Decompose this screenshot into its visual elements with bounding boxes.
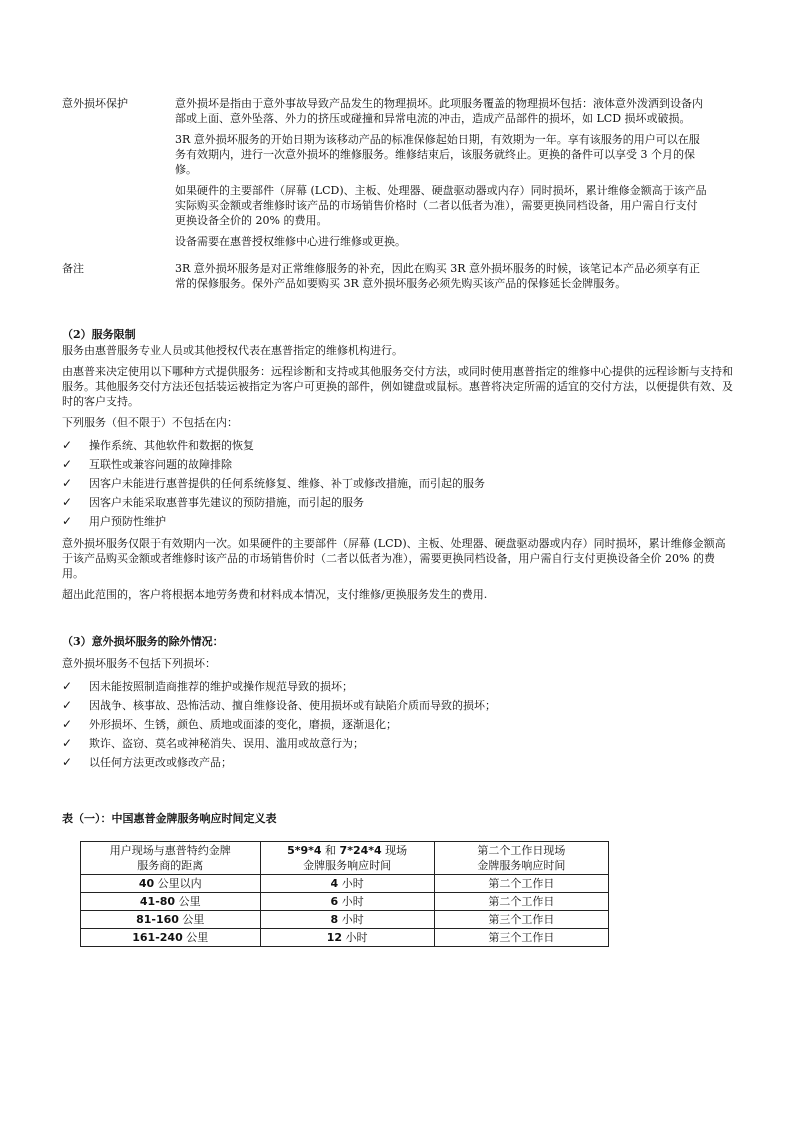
checkmark-icon: ✓ [62, 495, 73, 509]
checkmark-icon: ✓ [62, 476, 73, 490]
paragraph: 由惠普来决定使用以下哪种方式提供服务：远程诊断和支持或其他服务交付方法，或同时使用惠普指定的维修中心提供的远程诊断与支持和服务。其他服务交付方法还包括装运被指定为客户可更换的部件，例如键盘或鼠标。惠普将决定所需的适宜的交付方法，以便提供有效、及时的客户支持。 [62, 365, 733, 408]
paragraph: 下列服务（但不限于）不包括在内： [62, 416, 238, 429]
list-item: ✓ 因客户未能进行惠普提供的任何系统修复、维修、补丁或修改措施，而引起的服务 [62, 474, 734, 493]
checkmark-icon: ✓ [62, 717, 73, 731]
paragraph: 超出此范围的，客户将根据本地劳务费和材料成本情况，支付维修/更换服务发生的费用. [62, 588, 488, 601]
document-page [62, 96, 734, 947]
table-row [81, 929, 609, 947]
definition-paragraph: 意外损坏是指由于意外事故导致产品发生的物理损坏。此项服务覆盖的物理损坏包括：液体意外泼洒到设备内部或上面、意外坠落、外力的挤压或碰撞和异常电流的冲击，造成产品部件的损坏，如 LCD 损坏或破损。 [175, 97, 703, 125]
checkmark-icon: ✓ [62, 438, 73, 452]
hours-cell: 12 小时 [260, 929, 434, 947]
column-header-distance: 用户现场与惠普特约金牌 服务商的距离 [81, 842, 261, 875]
section-heading-exclusions: （3）意外损坏服务的除外情况： [62, 635, 224, 648]
definition-body [175, 261, 708, 297]
definition-paragraph: 3R 意外损坏服务是对正常维修服务的补充，因此在购买 3R 意外损坏服务的时候，该笔记本产品必须享有正常的保修服务。保外产品如要购买 3R 意外损坏服务必须先购买该产品的保修延长金牌服务。 [175, 262, 701, 290]
distance-cell: 161-240 公里 [81, 929, 261, 947]
excluded-services-list [62, 436, 734, 531]
column-header-onsite-response: 5*9*4 和 7*24*4 现场 金牌服务响应时间 [260, 842, 434, 875]
definition-body [175, 96, 708, 255]
list-item: ✓ 因客户未能采取惠普事先建议的预防措施，而引起的服务 [62, 493, 734, 512]
checkmark-icon: ✓ [62, 679, 73, 693]
checkmark-icon: ✓ [62, 755, 73, 769]
list-item: ✓ 欺诈、盗窃、莫名或神秘消失、误用、滥用或故意行为； [62, 734, 734, 753]
table-header-row [81, 842, 609, 875]
hours-cell: 4 小时 [260, 875, 434, 893]
checkmark-icon: ✓ [62, 514, 73, 528]
list-item: ✓ 因战争、核事故、恐怖活动、擅自维修设备、使用损坏或有缺陷介质而导致的损坏； [62, 696, 734, 715]
table-row [81, 875, 609, 893]
workday-cell: 第二个工作日 [434, 875, 608, 893]
response-time-table [80, 841, 609, 947]
workday-cell: 第三个工作日 [434, 911, 608, 929]
list-item: ✓ 互联性或兼容问题的故障排除 [62, 455, 734, 474]
paragraph: 服务由惠普服务专业人员或其他授权代表在惠普指定的维修机构进行。 [62, 344, 403, 357]
definition-paragraph: 设备需要在惠普授权维修中心进行维修或更换。 [175, 235, 406, 248]
hours-cell: 6 小时 [260, 893, 434, 911]
exclusions-list [62, 677, 734, 772]
definition-accidental-damage [62, 96, 734, 255]
definition-term: 意外损坏保护 [62, 97, 128, 110]
distance-cell: 40 公里以内 [81, 875, 261, 893]
checkmark-icon: ✓ [62, 457, 73, 471]
distance-cell: 81-160 公里 [81, 911, 261, 929]
paragraph: 意外损坏服务不包括下列损坏： [62, 657, 216, 670]
table-row [81, 911, 609, 929]
list-item: ✓ 以任何方法更改或修改产品； [62, 753, 734, 772]
definition-remark [62, 261, 734, 297]
checkmark-icon: ✓ [62, 698, 73, 712]
hours-cell: 8 小时 [260, 911, 434, 929]
distance-cell: 41-80 公里 [81, 893, 261, 911]
list-item: ✓ 用户预防性维护 [62, 512, 734, 531]
definition-term: 备注 [62, 262, 84, 275]
list-item: ✓ 操作系统、其他软件和数据的恢复 [62, 436, 734, 455]
column-header-next-day-response: 第二个工作日现场 金牌服务响应时间 [434, 842, 608, 875]
section-heading-service-limits: （2）服务限制 [62, 328, 136, 341]
table-title: 表（一）：中国惠普金牌服务响应时间定义表 [62, 812, 277, 825]
definition-paragraph: 3R 意外损坏服务的开始日期为该移动产品的标准保修起始日期，有效期为一年。享有该服务的用户可以在服务有效期内，进行一次意外损坏的维修服务。维修结束后，该服务就终止。更换的备件可以享受 3 个月的保修。 [175, 133, 700, 176]
table-row [81, 893, 609, 911]
list-item: ✓ 外形损坏、生锈，颜色、质地或面漆的变化，磨损，逐渐退化； [62, 715, 734, 734]
checkmark-icon: ✓ [62, 736, 73, 750]
definition-paragraph: 如果硬件的主要部件（屏幕 (LCD)、主板、处理器、硬盘驱动器或内存）同时损坏，累计维修金额高于该产品实际购买金额或者维修时该产品的市场销售价格时（二者以低者为准），需要更换同档设备，用户需自行支付更换设备全价的 20% 的费用。 [175, 184, 707, 227]
list-item: ✓ 因未能按照制造商推荐的维护或操作规范导致的损坏； [62, 677, 734, 696]
paragraph: 意外损坏服务仅限于有效期内一次。如果硬件的主要部件（屏幕 (LCD)、主板、处理器、硬盘驱动器或内存）同时损坏，累计维修金额高于该产品购买金额或者维修时该产品的市场销售价时（二者以低者为准），需要更换同档设备，用户需自行支付更换设备全价 20% 的费用。 [62, 537, 726, 580]
workday-cell: 第二个工作日 [434, 893, 608, 911]
workday-cell: 第三个工作日 [434, 929, 608, 947]
